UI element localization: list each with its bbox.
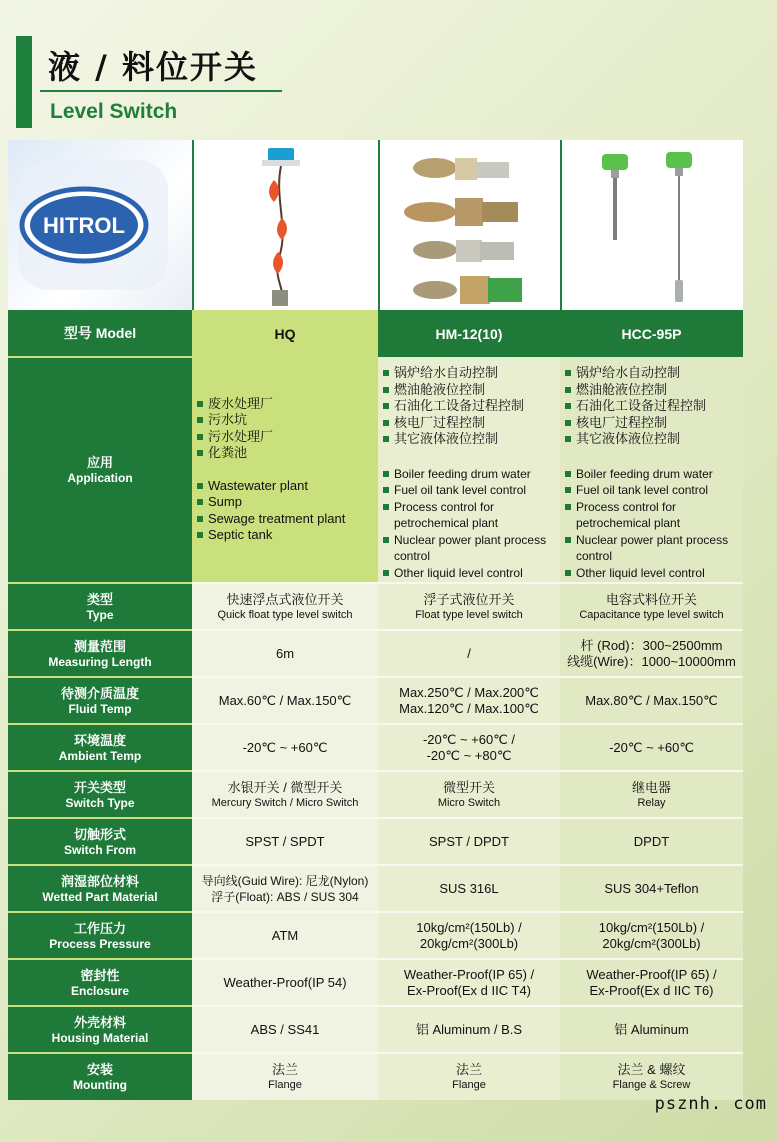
row-label-zh: 待测介质温度 (60, 685, 139, 701)
list-item: 燃油舱液位控制 (564, 382, 743, 399)
value-line: 继电器 (631, 779, 671, 795)
value-line: Flange (452, 1079, 486, 1091)
row-label (8, 771, 192, 818)
value-line: Max.250℃ / Max.200℃ (399, 684, 539, 700)
spec-sheet (8, 140, 743, 1098)
row-label-en: Switch From (63, 842, 136, 857)
hq-value (192, 959, 378, 1006)
list-item: Boiler feeding drum water (382, 466, 560, 483)
spec-row (8, 1053, 743, 1100)
model-hcc: HCC-95P (560, 310, 743, 357)
hq-value (192, 818, 378, 865)
hq-value (192, 1006, 378, 1053)
value-line: Flange (268, 1079, 302, 1091)
value-line: 微型开关 (442, 779, 495, 795)
value-line: Ex-Proof(Ex d IIC T4) (406, 982, 531, 998)
value-line: / (467, 645, 471, 661)
hcc-value (560, 912, 743, 959)
row-label (8, 818, 192, 865)
hcc-value (560, 1053, 743, 1100)
list-item: Process control for petrochemical plant (382, 499, 560, 532)
hcc-value (560, 771, 743, 818)
hq-value (192, 771, 378, 818)
list-item: 锅炉给水自动控制 (564, 365, 743, 382)
list-item: 燃油舱液位控制 (382, 382, 560, 399)
hq-value (192, 677, 378, 724)
value-line: Flange & Screw (612, 1079, 691, 1091)
model-header-label: 型号 Model (8, 310, 192, 357)
row-label (8, 583, 192, 630)
value-line: Max.80℃ / Max.150℃ (585, 692, 718, 708)
spec-row (8, 865, 743, 912)
spec-row (8, 959, 743, 1006)
value-line: Max.120℃ / Max.100℃ (399, 700, 539, 716)
list-item: Process control for petrochemical plant (564, 499, 743, 532)
value-line: 20kg/cm²(300Lb) (419, 935, 519, 951)
row-label-en: Housing Material (51, 1030, 149, 1045)
list-item: Nuclear power plant process control (382, 532, 560, 565)
spec-row (8, 583, 743, 630)
spec-row (8, 630, 743, 677)
product-image-row (8, 140, 743, 310)
hcc-application (560, 357, 743, 583)
value-line: Relay (637, 796, 666, 809)
hm-value (378, 724, 560, 771)
row-label-zh: 开关类型 (73, 779, 126, 795)
value-line: 法兰 & 螺纹 (617, 1062, 686, 1077)
hcc-value (560, 724, 743, 771)
row-label-en: Wetted Part Material (42, 889, 158, 904)
hcc-value (560, 677, 743, 724)
hq-value (192, 1053, 378, 1100)
hm-value (378, 583, 560, 630)
application-row (8, 357, 743, 583)
hm-value (378, 1053, 560, 1100)
hcc-value (560, 959, 743, 1006)
row-label-en: Switch Type (65, 795, 135, 810)
value-line: -20℃ ~ +60℃ (242, 739, 328, 755)
value-line: 浮子式液位开关 (423, 591, 515, 607)
value-line: 导向线(Guid Wire): 尼龙(Nylon) (201, 873, 369, 888)
value-line: 水银开关 / 微型开关 (227, 779, 343, 795)
value-line: 10kg/cm²(150Lb) / (416, 919, 522, 935)
list-item: 石油化工设备过程控制 (382, 398, 560, 415)
value-line: 浮子(Float): ABS / SUS 304 (211, 889, 359, 904)
value-line: 法兰 (271, 1062, 298, 1077)
list-item: 核电厂过程控制 (564, 415, 743, 432)
list-item: Boiler feeding drum water (564, 466, 743, 483)
value-line: 10kg/cm²(150Lb) / (598, 919, 705, 935)
list-item: 污水坑 (196, 412, 378, 429)
hm-value (378, 771, 560, 818)
hcc-application-en-list (560, 466, 743, 582)
list-item: 核电厂过程控制 (382, 415, 560, 432)
list-item: Sump (196, 494, 378, 511)
hm-value (378, 959, 560, 1006)
row-label (8, 1053, 192, 1100)
row-label-zh: 环境温度 (73, 732, 126, 748)
value-line: 快速浮点式液位开关 (226, 591, 344, 607)
row-label (8, 724, 192, 771)
hitrol-logo (8, 140, 194, 310)
value-line: 铝 Aluminum (614, 1021, 689, 1037)
value-line: Weather-Proof(IP 54) (223, 974, 347, 990)
value-line: ATM (271, 927, 299, 943)
value-line: 20kg/cm²(300Lb) (602, 935, 701, 951)
hm-application (378, 357, 560, 583)
hcc-value (560, 1006, 743, 1053)
page-subtitle: Level Switch (50, 100, 178, 123)
row-label-en: Mounting (73, 1078, 127, 1092)
spec-rows (8, 583, 743, 1100)
row-label-zh: 测量范围 (73, 638, 126, 654)
list-item: 其它液体液位控制 (564, 431, 743, 448)
list-item: 其它液体液位控制 (382, 431, 560, 448)
row-label-en: Type (86, 607, 114, 622)
hq-application (192, 357, 378, 583)
row-label (8, 912, 192, 959)
list-item: Septic tank (196, 527, 378, 544)
hcc-value (560, 818, 743, 865)
value-line: -20℃ ~ +60℃ (609, 739, 694, 755)
value-line: Quick float type level switch (217, 608, 353, 621)
row-label (8, 865, 192, 912)
row-label-zh: 切触形式 (73, 826, 126, 842)
row-label (8, 630, 192, 677)
hm-application-zh-list (378, 365, 560, 448)
value-line: 6m (275, 645, 295, 661)
hq-application-en-list (192, 478, 378, 544)
list-item: Wastewater plant (196, 478, 378, 495)
hm-value (378, 912, 560, 959)
page-title: 液 / 料位开关 (48, 48, 258, 86)
row-label-en: Enclosure (70, 983, 130, 998)
logo-text: HITROL (43, 213, 125, 238)
hcc-value (560, 583, 743, 630)
hm-product-image (380, 140, 562, 310)
hm-value (378, 630, 560, 677)
list-item: 锅炉给水自动控制 (382, 365, 560, 382)
value-line: SUS 304+Teflon (604, 880, 699, 896)
hm-value (378, 865, 560, 912)
value-line: Float type level switch (415, 608, 523, 621)
title-accent-bar (16, 36, 32, 128)
list-item: Fuel oil tank level control (382, 482, 560, 499)
hm-value (378, 677, 560, 724)
hq-application-zh-list (192, 396, 378, 462)
value-line: 铝 Aluminum / B.S (415, 1021, 523, 1037)
hcc-product-image (562, 140, 743, 310)
spec-row (8, 724, 743, 771)
value-line: Ex-Proof(Ex d IIC T6) (589, 982, 714, 998)
list-item: 废水处理厂 (196, 396, 378, 413)
row-label-en: Process Pressure (49, 936, 151, 951)
value-line: Capacitance type level switch (579, 608, 724, 621)
hq-value (192, 912, 378, 959)
row-label-zh: 外壳材料 (73, 1014, 126, 1030)
value-line: 杆 (Rod)：300~2500mm (580, 637, 723, 653)
row-label-zh: 密封性 (80, 967, 120, 983)
value-line: 法兰 (455, 1062, 482, 1077)
spec-row (8, 912, 743, 959)
hq-value (192, 865, 378, 912)
brand-logo-cell (8, 140, 194, 310)
row-label-en: Fluid Temp (68, 701, 132, 716)
value-line: SPST / SPDT (245, 833, 325, 849)
hm-value (378, 818, 560, 865)
hcc-application-zh-list (560, 365, 743, 448)
value-line: Micro Switch (437, 796, 501, 809)
model-header-row (8, 310, 743, 357)
value-line: SPST / DPDT (429, 833, 509, 849)
row-label (8, 959, 192, 1006)
spec-row (8, 1006, 743, 1053)
spec-row (8, 771, 743, 818)
list-item: 污水处理厂 (196, 429, 378, 446)
list-item: Sewage treatment plant (196, 511, 378, 528)
hcc-value (560, 630, 743, 677)
list-item: Nuclear power plant process control (564, 532, 743, 565)
hm-value (378, 1006, 560, 1053)
row-label-zh: 安装 (86, 1062, 113, 1077)
list-item: Fuel oil tank level control (564, 482, 743, 499)
value-line: 电容式料位开关 (605, 591, 697, 607)
value-line: Weather-Proof(IP 65) / (586, 966, 717, 982)
hq-value (192, 630, 378, 677)
row-label-en: Measuring Length (48, 654, 152, 669)
spec-table (8, 310, 743, 1100)
model-hm: HM-12(10) (378, 310, 560, 357)
row-label-zh: 类型 (86, 591, 113, 607)
row-label-zh: 工作压力 (73, 920, 126, 936)
row-label-en: Ambient Temp (58, 748, 142, 763)
list-item: 化粪池 (196, 445, 378, 462)
value-line: DPDT (633, 833, 670, 849)
spec-row (8, 818, 743, 865)
model-hq: HQ (192, 310, 378, 357)
value-line: Weather-Proof(IP 65) / (403, 966, 535, 982)
list-item: 石油化工设备过程控制 (564, 398, 743, 415)
row-label (8, 1006, 192, 1053)
value-line: Mercury Switch / Micro Switch (211, 796, 359, 809)
list-item: Other liquid level control (564, 565, 743, 582)
row-label (8, 677, 192, 724)
row-label: 应用 Application (8, 357, 192, 583)
watermark: psznh. com (654, 1094, 767, 1114)
spec-row (8, 677, 743, 724)
value-line: -20℃ ~ +60℃ / (422, 731, 516, 747)
row-label-zh: 润湿部位材料 (60, 873, 139, 889)
value-line: -20℃ ~ +80℃ (426, 747, 512, 763)
hm-application-en-list (378, 466, 560, 582)
hq-value (192, 724, 378, 771)
hq-value (192, 583, 378, 630)
hcc-value (560, 865, 743, 912)
list-item: Other liquid level control (382, 565, 560, 582)
value-line: SUS 316L (439, 880, 499, 896)
value-line: Max.60℃ / Max.150℃ (218, 692, 352, 708)
title-divider (40, 90, 282, 92)
value-line: 线缆(Wire)：1000~10000mm (567, 653, 736, 669)
value-line: ABS / SS41 (250, 1021, 320, 1037)
hq-product-image (194, 140, 380, 310)
